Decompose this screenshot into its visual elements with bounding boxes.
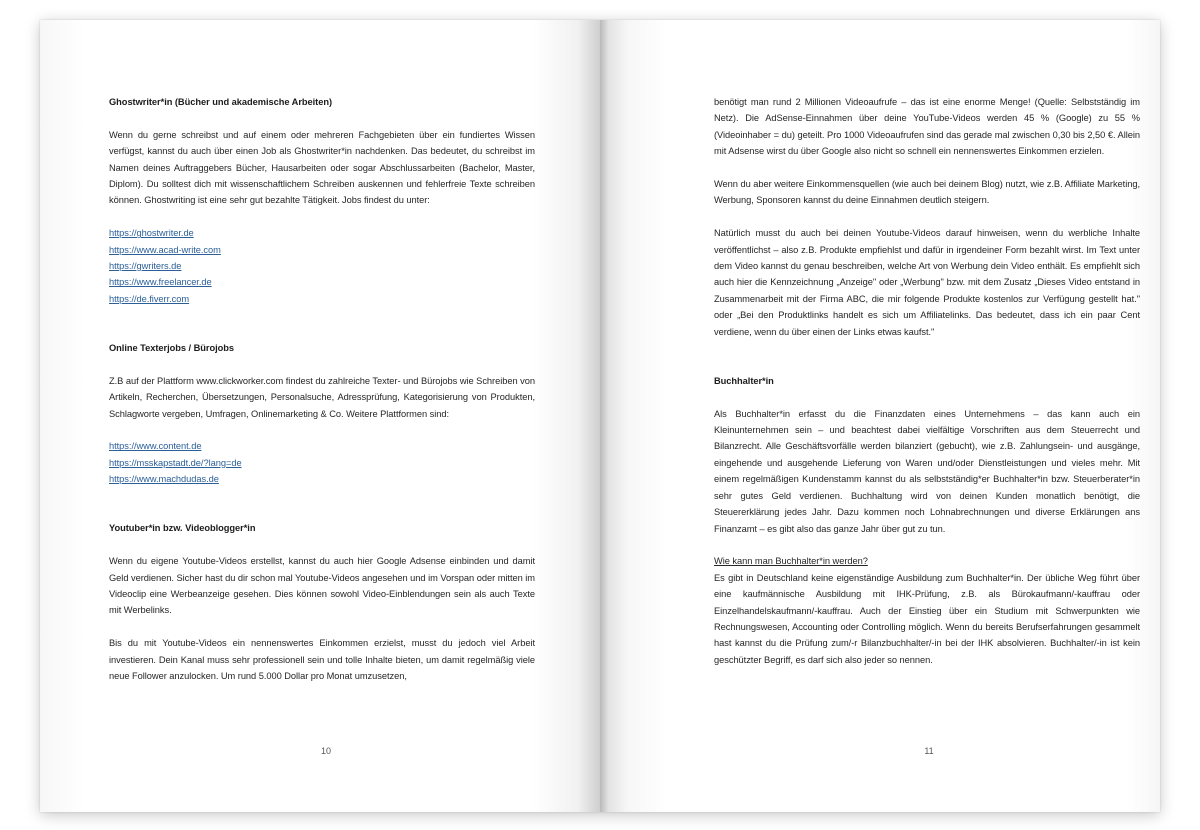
link-fiverr[interactable]: https://de.fiverr.com: [109, 293, 190, 304]
link-ghostwriter[interactable]: https://ghostwriter.de: [109, 228, 194, 239]
link-acad-write[interactable]: https://www.acad-write.com: [109, 244, 221, 255]
paragraph-ghostwriter: Wenn du gerne schreibst und auf einem oder mehreren Fachgebieten über ein fundiertes Wissen verfügst, kannst du auch über einen Job als Ghostwriter*in nachdenken. Das bedeutet, du schreibst im Namen deines Auftraggebers Bücher, Hausarbeiten oder sogar Abschlussarbeiten (Bachelor, Master, Diplom). Du solltest dich mit wissenschaftlichem Schreiben auskennen und fehlerfreie Texte schreiben können. Ghostwriting ist eine sehr gut bezahlte Tätigkeit. Jobs findest du unter:: [109, 129, 535, 206]
link-gwriters[interactable]: https://gwriters.de: [109, 261, 182, 272]
section-heading-texterjobs: Online Texterjobs / Bürojobs: [109, 343, 234, 354]
link-freelancer[interactable]: https://www.freelancer.de: [109, 277, 212, 288]
link-machdudas[interactable]: https://www.machdudas.de: [109, 474, 219, 485]
paragraph-buchhalter-werden: Es gibt in Deutschland keine eigenständige Ausbildung zum Buchhalter*in. Der übliche Weg führt über eine kaufmännische Ausbildung mit IHK-Prüfung, z.B. als Bürokaufmann/-kauffrau oder Einzelhandelskaufmann/-kauffrau. Auch der Einstieg über ein Studium mit Schwerpunkten wie Rechnungswesen, Accounting oder Controlling möglich. Wenn du bereits Berufserfahrungen gesammelt hast kannst du die Prüfung zum/-r Bilanzbuchhalter/-in bei der IHK absolvieren. Buchhalter/-in ist kein geschützter Begriff, es darf sich also jeder so nennen.: [714, 572, 1140, 665]
right-page-content: [714, 94, 1140, 668]
section-heading-youtuber: Youtuber*in bzw. Videoblogger*in: [109, 523, 256, 534]
open-book: [40, 20, 1160, 812]
right-page: [600, 20, 1160, 812]
paragraph-advertising-notice: Natürlich musst du auch bei deinen Youtube-Videos darauf hinweisen, wenn du werbliche Inhalte veröffentlichst – also z.B. Produkte empfiehlst und dafür in irgendeiner Form bezahlt wirst. Im Text unter dem Video kannst du genau beschreiben, welche Art von Werbung dein Video enthält. Es empfiehlt sich auch hier die Kennzeichnung „Anzeige" oder „Werbung" bzw. mit dem Zusatz „Dieses Video entstand in Zusammenarbeit mit der Firma ABC, die mir folgende Produkte kostenlos zur Verfügung gestellt hat." oder „Bei den Produktlinks handelt es sich um Affiliatelinks. Das bedeutet, dass ich ein paar Cent verdiene, wenn du über einen der Links etwas kaufst.": [714, 228, 1140, 337]
link-msskapstadt[interactable]: https://msskapstadt.de/?lang=de: [109, 457, 242, 468]
paragraph-youtuber-2: Bis du mit Youtube-Videos ein nennenswertes Einkommen erzielst, musst du jedoch viel Arbeit investieren. Dein Kanal muss sehr professionell sein und tolle Inhalte bieten, um damit regelmäßig viele neue Follower anzulocken. Um rund 5.000 Dollar pro Monat umzusetzen,: [109, 638, 535, 682]
page-number-left: 10: [320, 746, 331, 756]
link-list-texterjobs: [109, 438, 535, 487]
subheading-buchhalter-werden: Wie kann man Buchhalter*in werden?: [714, 556, 868, 567]
paragraph-youtube-revenue: benötigt man rund 2 Millionen Videoaufrufe – das ist eine enorme Menge! (Quelle: Selbstständig im Netz). Die AdSense-Einnahmen über deine YouTube-Videos werden 45 % (Google) zu 55 % (Videoinhaber = du) geteilt. Pro 1000 Videoaufrufen sind das gerade mal zwischen 0,30 bis 2,50 €. Allein mit Adsense wirst du über Google also nicht so schnell ein nennenswertes Einkommen erzielen.: [714, 97, 1140, 157]
left-page-content: [109, 94, 535, 685]
left-page: [40, 20, 600, 812]
paragraph-youtuber-1: Wenn du eigene Youtube-Videos erstellst, kannst du auch hier Google Adsense einbinden und damit Geld verdienen. Sicher hast du dir schon mal Youtube-Videos angesehen und im Vorspan oder mitten im Videoclip eine Werbeanzeige gesehen. Dies können sowohl Video-Einblendungen sein als auch Texte mit Werbelinks.: [109, 556, 535, 616]
section-heading-ghostwriter: Ghostwriter*in (Bücher und akademische Arbeiten): [109, 97, 333, 107]
link-content[interactable]: https://www.content.de: [109, 441, 202, 452]
paragraph-income-sources: Wenn du aber weitere Einkommensquellen (wie auch bei deinem Blog) nutzt, wie z.B. Affiliate Marketing, Werbung, Sponsoren kannst du deine Einnahmen deutlich steigern.: [714, 179, 1140, 206]
page-number-right: 11: [924, 746, 934, 756]
section-heading-buchhalter: Buchhalter*in: [714, 375, 774, 386]
link-list-ghostwriter: [109, 225, 535, 307]
paragraph-buchhalter: Als Buchhalter*in erfasst du die Finanzdaten eines Unternehmens – das kann auch ein Kleinunternehmen sein – und beachtest dabei vielfältige Vorschriften aus dem Steuerrecht und Bilanzrecht. Alle Geschäftsvorfälle werden bilanziert (gebucht), wie z.B. Zahlungsein- und ausgänge, eingehende und ausgehende Lieferung von Waren und/oder Dienstleistungen und vieles mehr. Mit einem regelmäßigen Kundenstamm kannst du als selbstständig*er Buchhalter*in bzw. Steuerberater*in sehr gutes Geld verdienen. Buchhaltung wird von deinen Kunden monatlich benötigt, die Steuererklärung jedes Jahr. Dazu kommen noch Lohnabrechnungen und diverse Erklärungen ans Finanzamt – es gibt also das ganze Jahr über gut zu tun.: [714, 408, 1140, 534]
paragraph-texterjobs: Z.B auf der Plattform www.clickworker.com findest du zahlreiche Texter- und Bürojobs wie Schreiben von Artikeln, Recherchen, Übersetzungen, Personalsuche, Adressprüfung, Kategorisierung von Produkten, Schlagworte vergeben, Umfragen, Onlinemarketing & Co. Weitere Plattformen sind:: [109, 375, 535, 419]
